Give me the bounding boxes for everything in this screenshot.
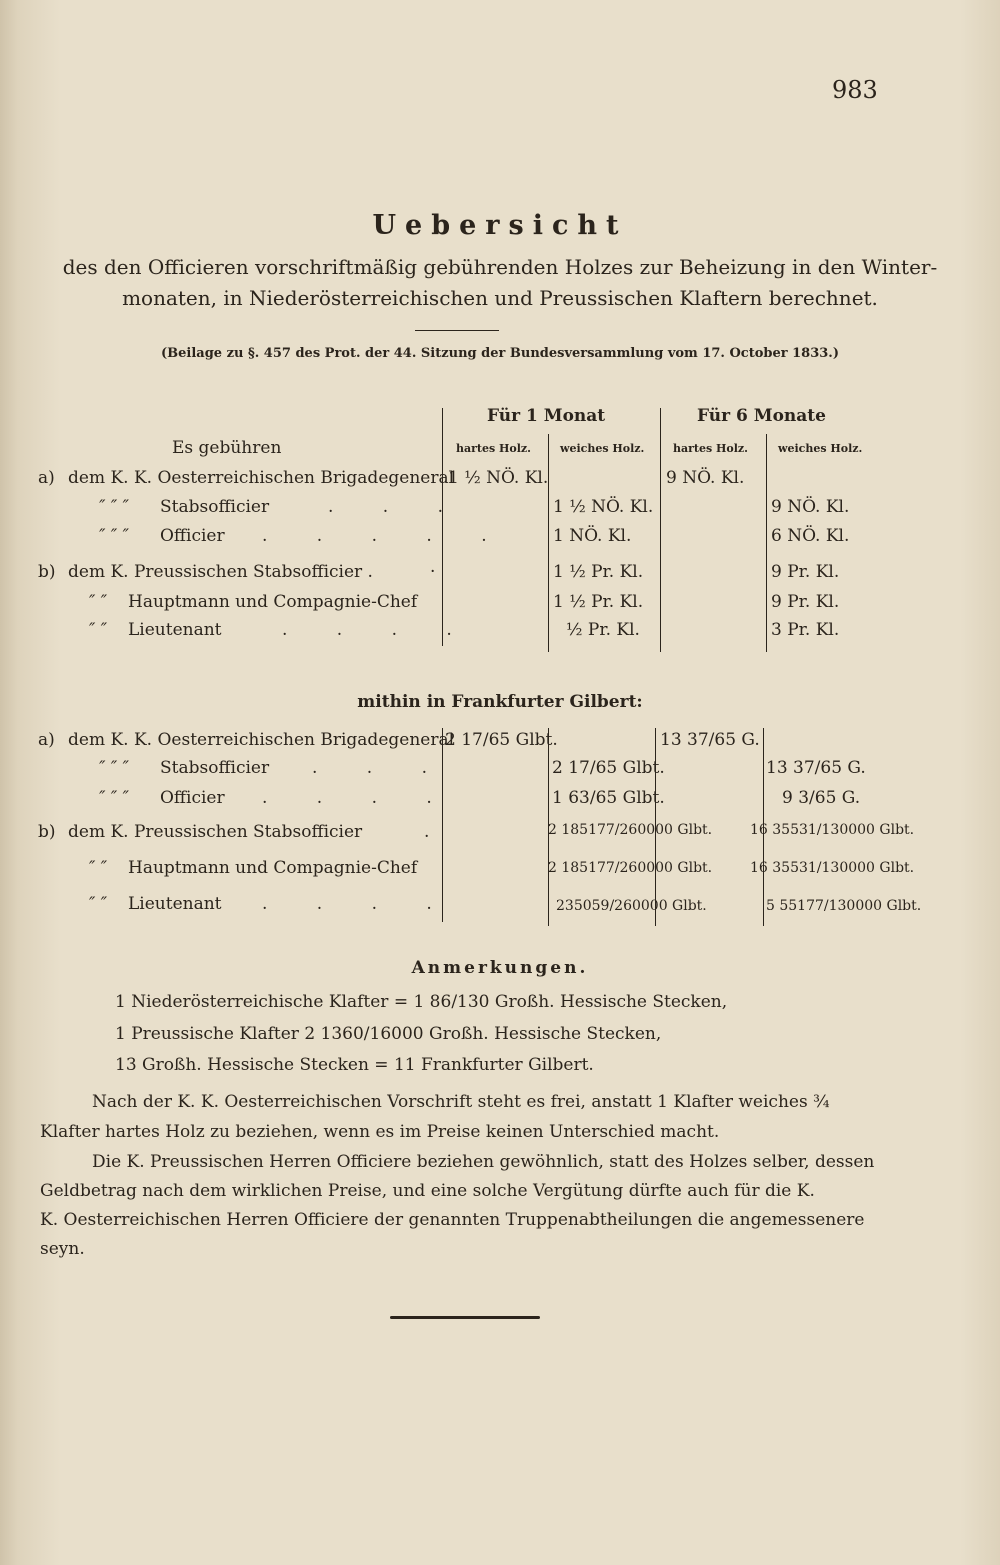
ditto-marks: ″ ″ ″ xyxy=(99,758,129,778)
row-label: dem K. K. Oesterreichischen Brigadegeneral xyxy=(68,730,455,750)
row-label: Stabsofficier xyxy=(160,758,270,778)
table1-rule xyxy=(548,434,549,652)
cell-soft-1: 1 ½ NÖ. Kl. xyxy=(553,497,654,517)
cell-soft-1: 1 63/65 Glbt. xyxy=(552,788,665,808)
divider xyxy=(415,330,499,331)
row-label: Hauptmann und Compagnie-Chef xyxy=(128,592,418,612)
paragraph-line: Geldbetrag nach dem wirklichen Preise, und eine solche Vergütung dürfte auch für die K. xyxy=(40,1181,815,1201)
leader-dots: . . . . . xyxy=(262,526,509,546)
cell-soft-6: 5 55177/130000 Glbt. xyxy=(766,898,922,914)
table1-rule xyxy=(766,434,767,652)
row-prefix: a) xyxy=(38,468,55,488)
document-title: Uebersicht xyxy=(372,210,628,241)
leader-dots: · xyxy=(430,562,458,582)
page-number: 983 xyxy=(832,76,878,104)
anmerkung-line: 1 Preussische Klafter 2 1360/16000 Großh. Hessische Stecken, xyxy=(115,1024,662,1044)
cell-soft-1: 1 ½ Pr. Kl. xyxy=(553,562,644,582)
cell-soft-6: 3 Pr. Kl. xyxy=(771,620,840,640)
header-hard-6: hartes Holz. xyxy=(673,442,749,455)
cell-soft-1: 235059/260000 Glbt. xyxy=(556,898,707,914)
cell-soft-6: 16 35531/130000 Glbt. xyxy=(750,822,915,838)
row-label: Lieutenant xyxy=(128,894,222,914)
ditto-marks: ″ ″ xyxy=(88,894,108,914)
row-label: Stabsofficier xyxy=(160,497,270,517)
cell-soft-1: 2 185177/260000 Glbt. xyxy=(548,822,713,838)
cell-soft-6: 9 Pr. Kl. xyxy=(771,562,840,582)
paragraph-line: K. Oesterreichischen Herren Officiere der genannten Truppenabtheilungen die angemessenere xyxy=(40,1210,865,1230)
document-subtitle xyxy=(30,252,970,314)
header-month1: Für 1 Monat xyxy=(487,406,606,426)
row-prefix: b) xyxy=(38,562,56,582)
table1-rule xyxy=(660,408,661,652)
anmerkung-line: 13 Großh. Hessische Stecken = 11 Frankfurter Gilbert. xyxy=(115,1055,594,1075)
cell-soft-6: 13 37/65 G. xyxy=(766,758,866,778)
header-soft-1: weiches Holz. xyxy=(560,442,645,455)
subtitle-line: des den Officieren vorschriftmäßig gebührenden Holzes zur Beheizung in den Winter- xyxy=(62,255,938,279)
ditto-marks: ″ ″ xyxy=(88,858,108,878)
subtitle-line: monaten, in Niederösterreichischen und Preussischen Klaftern berechnet. xyxy=(122,286,878,310)
row-label: dem K. Preussischen Stabsofficier xyxy=(68,822,363,842)
anmerkung-line: 1 Niederösterreichische Klafter = 1 86/130 Großh. Hessische Stecken, xyxy=(115,992,728,1012)
row-label: dem K. K. Oesterreichischen Brigadegeneral xyxy=(68,468,455,488)
row-label: Lieutenant xyxy=(128,620,222,640)
leader-dots: . . . . xyxy=(262,788,454,808)
cell-soft-1: ½ Pr. Kl. xyxy=(566,620,640,640)
header-es-gebuehren: Es gebühren xyxy=(172,438,282,458)
header-hard-1: hartes Holz. xyxy=(456,442,532,455)
ditto-marks: ″ ″ xyxy=(88,592,108,612)
leader-dots: . . . xyxy=(312,758,450,778)
end-ornament-rule xyxy=(390,1316,540,1319)
cell-hard-6: 9 NÖ. Kl. xyxy=(666,468,745,488)
leader-dots: . xyxy=(424,822,452,842)
row-prefix: a) xyxy=(38,730,55,750)
cell-hard-1: 1 ½ NÖ. Kl. xyxy=(448,468,549,488)
section-frankfurter-gilbert: mithin in Frankfurter Gilbert: xyxy=(357,692,643,712)
ditto-marks: ″ ″ ″ xyxy=(99,526,129,546)
cell-soft-6: 16 35531/130000 Glbt. xyxy=(750,860,915,876)
row-prefix: b) xyxy=(38,822,56,842)
beilage-note: (Beilage zu §. 457 des Prot. der 44. Sitzung der Bundesversammlung vom 17. October 1833.) xyxy=(161,346,839,361)
leader-dots: . . . xyxy=(328,497,466,517)
ditto-marks: ″ ″ ″ xyxy=(99,497,129,517)
cell-soft-1: 1 ½ Pr. Kl. xyxy=(553,592,644,612)
cell-soft-1: 2 185177/260000 Glbt. xyxy=(548,860,713,876)
cell-soft-1: 2 17/65 Glbt. xyxy=(552,758,665,778)
cell-soft-6: 9 3/65 G. xyxy=(782,788,861,808)
leader-dots: . . . . xyxy=(262,894,454,914)
leader-dots: . . . . xyxy=(282,620,474,640)
row-label: Officier xyxy=(160,788,225,808)
row-label: Hauptmann und Compagnie-Chef xyxy=(128,858,418,878)
cell-soft-6: 9 Pr. Kl. xyxy=(771,592,840,612)
header-month6: Für 6 Monate xyxy=(697,406,826,426)
row-label: Officier xyxy=(160,526,225,546)
row-label: dem K. Preussischen Stabsofficier . xyxy=(68,562,373,582)
ditto-marks: ″ ″ ″ xyxy=(99,788,129,808)
paragraph-line: Klafter hartes Holz zu beziehen, wenn es im Preise keinen Unterschied macht. xyxy=(40,1122,720,1142)
cell-soft-6: 9 NÖ. Kl. xyxy=(771,497,850,517)
paragraph-line: Die K. Preussischen Herren Officiere beziehen gewöhnlich, statt des Holzes selber, dessen xyxy=(92,1152,875,1172)
ditto-marks: ″ ″ xyxy=(88,620,108,640)
header-soft-6: weiches Holz. xyxy=(778,442,863,455)
cell-soft-6: 6 NÖ. Kl. xyxy=(771,526,850,546)
cell-hard-1: 2 17/65 Glbt. xyxy=(445,730,558,750)
paragraph-line: Nach der K. K. Oesterreichischen Vorschrift steht es frei, anstatt 1 Klafter weiches ¾ xyxy=(92,1092,830,1112)
cell-soft-1: 1 NÖ. Kl. xyxy=(553,526,632,546)
anmerkungen-heading: Anmerkungen. xyxy=(411,958,589,978)
cell-hard-6: 13 37/65 G. xyxy=(660,730,760,750)
paragraph-line: seyn. xyxy=(40,1239,85,1259)
